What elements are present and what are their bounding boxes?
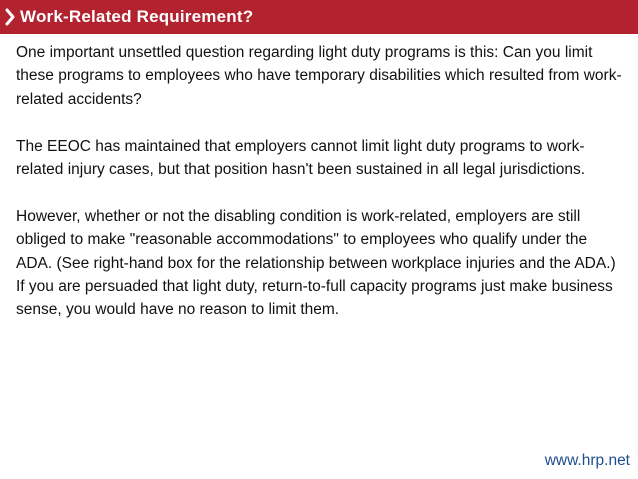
chevron-right-icon: [4, 7, 16, 27]
paragraph-question: One important unsettled question regarding light duty programs is this: Can you limit these programs to employees who have temporary disabilities which resulted from work-related accidents?: [16, 44, 622, 108]
header-bar: [0, 0, 638, 34]
website-link[interactable]: www.hrp.net: [544, 452, 630, 469]
paragraph-reasonable-accommodations: However, whether or not the disabling condition is work-related, employers are still obliged to make "reasonable accommodations" to employees who qualify under the ADA. (See right-hand box for the relationship between workplace injuries and the ADA.) If you are persuaded that light duty, return-to-full capacity programs just make business sense, you would have no reason to limit them.: [16, 207, 616, 319]
body-text: [16, 41, 626, 345]
paragraph-eeoc-position: The EEOC has maintained that employers cannot limit light duty programs to work-related injury cases, but that position hasn't been sustained in all legal jurisdictions.: [16, 137, 586, 179]
slide-title: Work-Related Requirement?: [20, 7, 254, 26]
